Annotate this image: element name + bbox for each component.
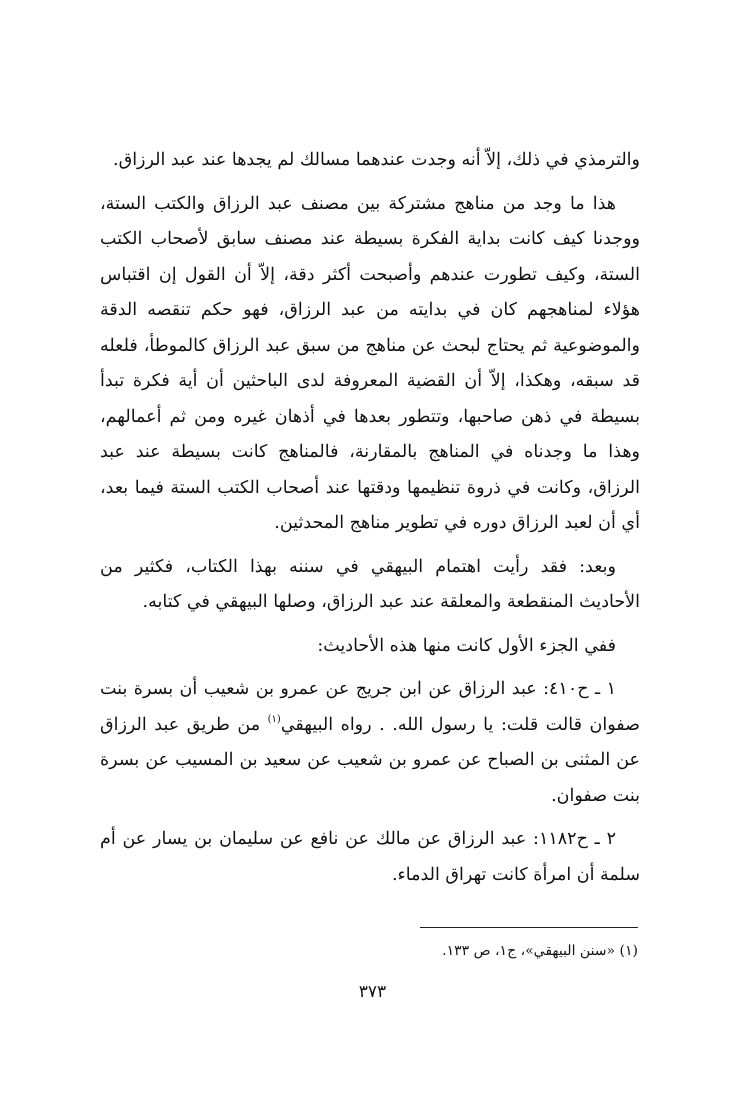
hadith-item-2: ٢ ـ ح١١٨٢: عبد الرزاق عن مالك عن نافع عن سليمان بن يسار عن أم سلمة أن امرأة كانت تهراق الدماء. [100,829,640,885]
main-text [100,143,640,901]
paragraph-conclusion: هذا ما وجد من مناهج مشتركة بين مصنف عبد الرزاق والكتب الستة، ووجدنا كيف كانت بداية الفكرة بسيطة عند مصنف سابق لأصحاب الكتب الستة، وكيف تطورت عندهم وأصبحت أكثر دقة، إلاّ أن القول إن اقتباس هؤلاء لمناهجهم كان في بدايته من عبد الرزاق، فهو حكم تنقصه الدقة والموضوعية ثم يحتاج لبحث عن مناهج من سبق عبد الرزاق كالموطأ، فلعله قد سبقه، وهكذا، إلاّ أن القضية المعروفة لدى الباحثين أن أية فكرة تبدأ بسيطة في ذهن صاحبها، وتتطور بعدها في أذهان غيره ومن ثم أعمالهم، وهذا ما وجدناه في المناهج بالمقارنة، فالمناهج كانت بسيطة عند عبد الرزاق، وكانت في ذروة تنظيمها ودقتها عند أصحاب الكتب الستة فيما بعد، أي أن لعبد الرزاق دوره في تطوير مناهج المحدثين. [100,193,640,533]
hadith-item-1-text-a: ١ ـ ح٤١٠: عبد الرزاق عن ابن جريج عن عمرو بن شعيب أن بسرة بنت صفوان قالت قلت: يا رسول الله. . رواه البيهقي [100,679,640,735]
paragraph-continuation: والترمذي في ذلك، إلاّ أنه وجدت عندهما مسالك لم يجدها عند عبد الرزاق. [113,150,640,170]
footnote-reference[interactable]: (١) [267,713,281,725]
paragraph-bayhaqi-intro: وبعد: فقد رأيت اهتمام البيهقي في سننه بهذا الكتاب، فكثير من الأحاديث المنقطعة والمعلقة عند عبد الرزاق، وصلها البيهقي في كتابه. [100,556,640,612]
footnote: (١) «سنن البيهقي»، ج١، ص ١٣٣. [442,943,638,959]
footnote-separator [420,927,638,928]
page-number: ٣٧٣ [358,982,387,1002]
hadith-item-1 [100,672,640,814]
hadith-item-1-text-b: من طريق عبد الرزاق عن المثنى بن الصباح عن عمرو بن شعيب عن سعيد بن المسيب عن بسرة بنت صفوان. [100,714,640,806]
paragraph-part-one-heading: ففي الجزء الأول كانت منها هذه الأحاديث: [317,635,616,656]
